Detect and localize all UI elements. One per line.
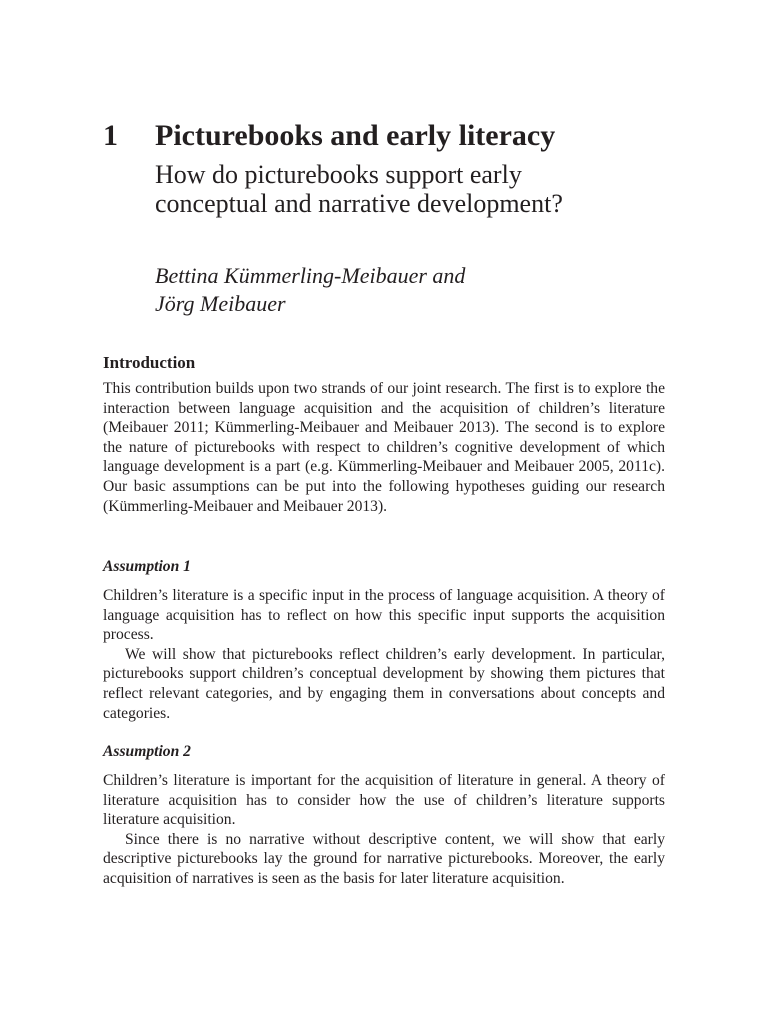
assumption-1-paragraph-1: Children’s literature is a specific input in the process of language acquisition. A theory of language acquisition has to reflect on how this specific input supports the acquisition process.	[103, 587, 665, 644]
chapter-subtitle: How do picturebooks support early conceptual and narrative development?	[155, 160, 563, 218]
introduction-section	[103, 352, 665, 516]
assumption-1-heading: Assumption 1	[103, 558, 191, 575]
assumption-1-paragraph-2: We will show that picturebooks reflect children’s early development. In particular, picturebooks support children’s conceptual development by showing them pictures that reflect relevant categories, and by engaging them in conversations about concepts and categories.	[103, 645, 665, 722]
chapter-title: Picturebooks and early literacy	[155, 119, 556, 152]
introduction-paragraph: This contribution builds upon two strands of our joint research. The first is to explore the interaction between language acquisition and the acquisition of children’s literature (Meibauer 2011; Kümmerling-Meibauer and Meibauer 2013). The second is to explore the nature of picturebooks with respect to children’s cognitive development of which language development is a part (e.g. Kümmerling-Meibauer and Meibauer 2005, 2011c). Our basic assumptions can be put into the following hypotheses guiding our research (Kümmerling-Meibauer and Meibauer 2013).	[103, 380, 665, 515]
authors-line-2: Jörg Meibauer	[155, 291, 286, 316]
assumption-1-section	[103, 557, 665, 723]
assumption-2-heading: Assumption 2	[103, 743, 191, 760]
chapter-number: 1	[103, 119, 118, 152]
assumption-2-paragraph-2: Since there is no narrative without descriptive content, we will show that early descriptive picturebooks lay the ground for narrative picturebooks. Moreover, the early acquisition of narratives is seen as the basis for later literature acquisition.	[103, 830, 665, 887]
authors-line-1: Bettina Kümmerling-Meibauer and	[155, 263, 466, 288]
chapter-authors	[155, 262, 595, 318]
assumption-2-section	[103, 742, 665, 889]
assumption-2-paragraph-1: Children’s literature is important for the acquisition of literature in general. A theory of literature acquisition has to consider how the use of children’s literature supports literature acquisition.	[103, 772, 665, 829]
introduction-heading: Introduction	[103, 353, 196, 372]
